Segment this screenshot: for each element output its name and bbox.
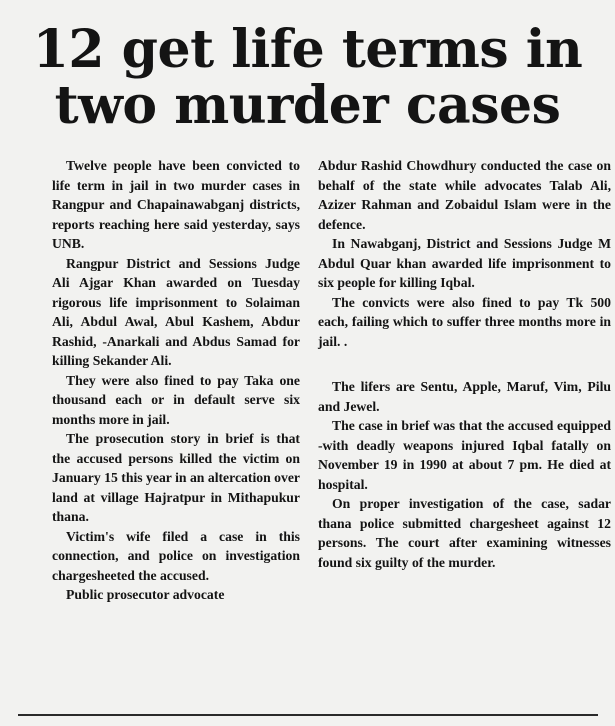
paragraph: Abdur Rashid Chowdhury conducted the case on behalf of the state while advocates Talab Ali, Azizer Rahman and Zobaidul Islam were in the defence. — [318, 158, 611, 232]
paragraph: The prosecution story in brief is that the accused persons killed the victim on January 15 this year in an altercation over land at village Hajratpur in Mithapukur thana. — [52, 431, 300, 524]
paragraph: Twelve people have been convicted to life term in jail in two murder cases in Rangpur and Chapainawabganj districts, reports reaching here said yesterday, says UNB. — [52, 158, 300, 251]
article-column-left — [52, 156, 300, 605]
bottom-rule — [18, 714, 598, 716]
headline — [0, 19, 615, 136]
headline-line-1: 12 get life terms in — [32, 19, 583, 80]
paragraph: They were also fined to pay Taka one thousand each or in default serve six months more in jail. — [52, 372, 300, 427]
headline-line-2: two murder cases — [54, 75, 561, 136]
article-column-right — [318, 156, 611, 572]
paragraph: In Nawabganj, District and Sessions Judge M Abdul Quar khan awarded life imprisonment to six people for killing Iqbal. — [318, 236, 611, 290]
paragraph: Rangpur District and Sessions Judge Ali Ajgar Khan awarded on Tuesday rigorous life imprisonment to Solaiman Ali, Abdul Awal, Abul Kashem, Abdur Rashid, -Anarkali and Abdus Samad for killing Sekander Ali. — [52, 255, 300, 368]
column-gap — [318, 351, 611, 377]
paragraph: The convicts were also fined to pay Tk 500 each, failing which to suffer three months more in jail. . — [318, 294, 611, 349]
paragraph: On proper investigation of the case, sadar thana police submitted chargesheet against 12 persons. The court after examining witnesses found six guilty of the murder. — [318, 496, 611, 570]
paragraph: The case in brief was that the accused equipped -with deadly weapons injured Iqbal fatally on November 19 in 1990 at about 7 pm. He died at hospital. — [318, 418, 611, 492]
paragraph: Victim's wife filed a case in this connection, and police on investigation chargesheeted the accused. — [52, 528, 300, 583]
paragraph: Public prosecutor advocate — [66, 587, 225, 602]
paragraph: The lifers are Sentu, Apple, Maruf, Vim, Pilu and Jewel. — [318, 379, 611, 414]
